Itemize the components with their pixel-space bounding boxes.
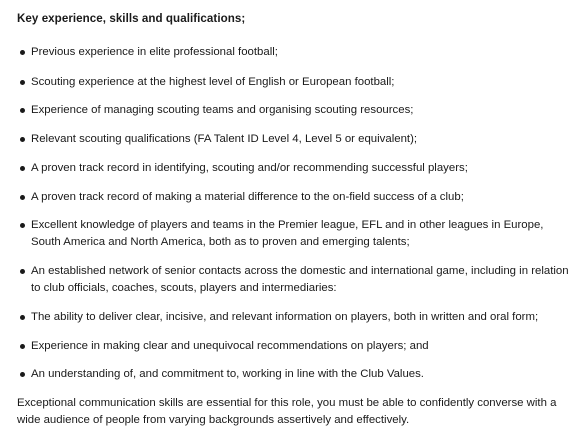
bullet-icon [20,315,25,320]
list-item-text: Experience of managing scouting teams and organising scouting resources; [31,104,414,116]
list-item-text: Experience in making clear and unequivocal recommendations on players; and [31,340,429,352]
list-item-text: A proven track record in identifying, scouting and/or recommending successful players; [31,162,468,174]
list-item-text: Scouting experience at the highest level of English or European football; [31,76,395,88]
section-heading: Key experience, skills and qualifications; [17,12,246,25]
list-item [17,74,569,91]
list-item [17,217,569,250]
list-item-text: Previous experience in elite professional football; [31,46,278,58]
bullet-icon [20,108,25,113]
list-item-text: Relevant scouting qualifications (FA Talent ID Level 4, Level 5 or equivalent); [31,133,418,145]
list-item-text: An established network of senior contacts across the domestic and international game, including in relation to club officials, coaches, scouts, players and intermediaries: [31,265,569,294]
bullet-icon [20,372,25,377]
list-item-text: A proven track record of making a material difference to the on-field success of a club; [31,191,464,203]
list-item [17,309,569,326]
list-item [17,160,569,177]
list-item [17,263,569,296]
list-item [17,131,569,148]
bullet-icon [20,223,25,228]
list-item-text: Excellent knowledge of players and teams in the Premier league, EFL and in other leagues in Europe, South America and North America, both as to proven and emerging talents; [31,219,544,248]
bullet-icon [20,195,25,200]
list-item [17,366,569,383]
list-item [17,189,569,206]
bullet-icon [20,344,25,349]
list-item-text: An understanding of, and commitment to, working in line with the Club Values. [31,368,424,380]
closing-paragraph: Exceptional communication skills are essential for this role, you must be able to confidently converse with a wide audience of people from varying backgrounds assertively and effectively. [17,397,557,426]
list-item [17,102,569,119]
bullet-icon [20,166,25,171]
list-item [17,338,569,355]
list-item-text: The ability to deliver clear, incisive, and relevant information on players, both in written and oral form; [31,311,539,323]
list-item [17,44,569,61]
bullet-icon [20,137,25,142]
bullet-icon [20,50,25,55]
bullet-icon [20,80,25,85]
bullet-icon [20,269,25,274]
